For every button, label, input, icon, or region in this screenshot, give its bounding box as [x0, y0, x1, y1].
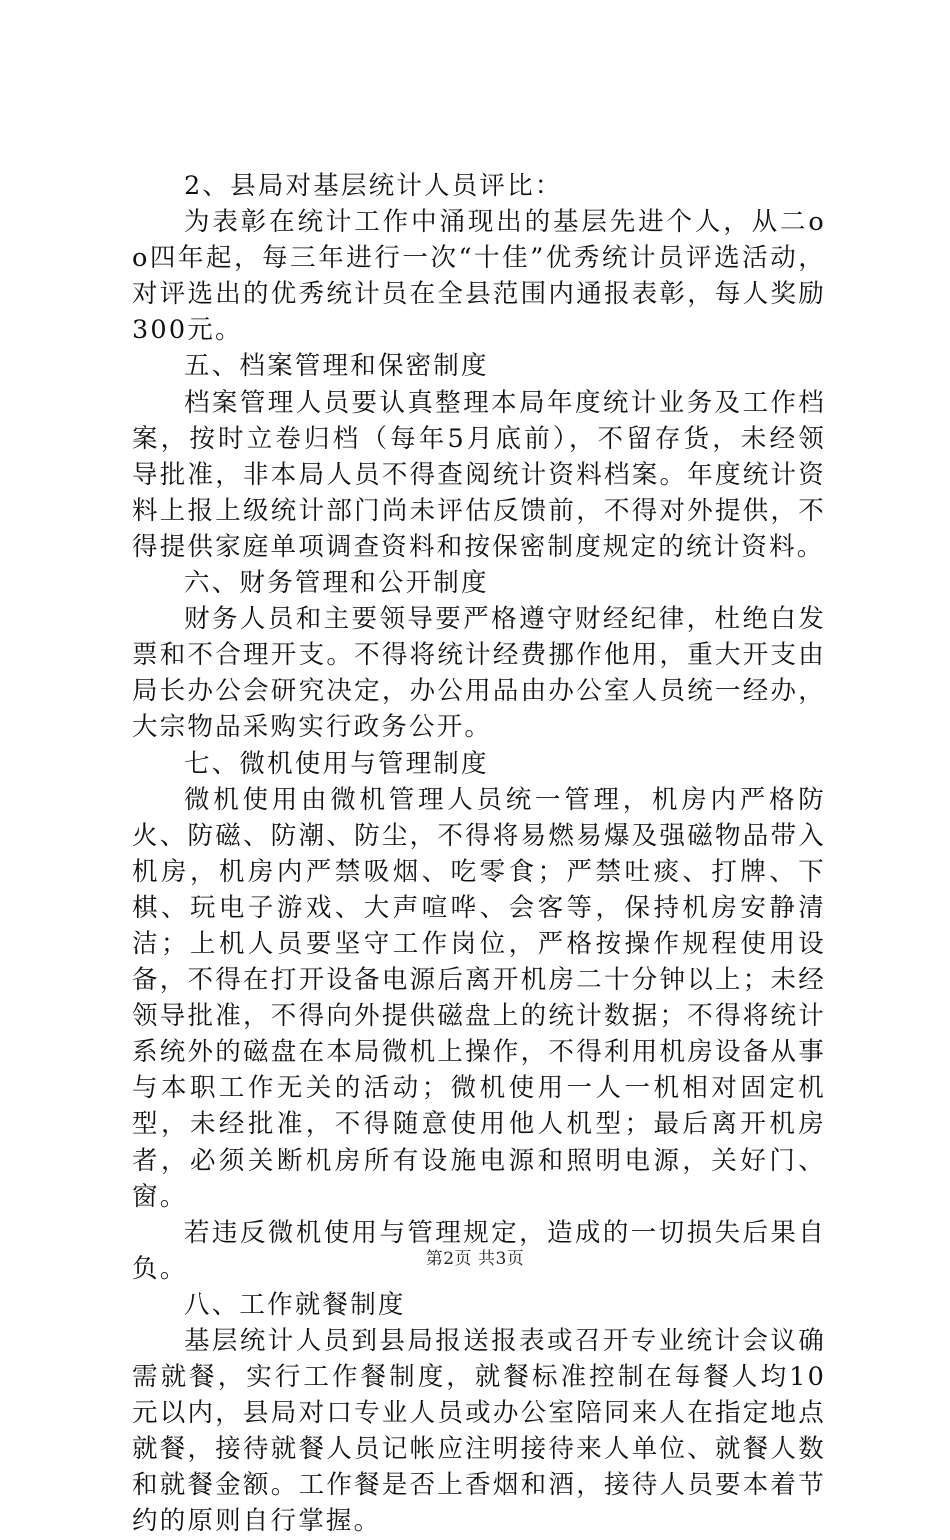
section-heading-archives: 五、档案管理和保密制度 — [184, 351, 489, 382]
paragraph-meals: 基层统计人员到县局报送报表或召开专业统计会议确需就餐，实行工作餐制度，就餐标准控制在每餐人均10元以内，县局对口专业人员或办公室陪同来人在指定地点就餐，接待就餐人员记帐应注明接待来人单位、就餐人数和就餐金额。工作餐是否上香烟和酒，接待人员要本着节约的原则自行掌握。 — [132, 1326, 826, 1537]
section-heading-meals: 八、工作就餐制度 — [184, 1289, 406, 1320]
paragraph-evaluation: 为表彰在统计工作中涌现出的基层先进个人，从二oo四年起，每三年进行一次“十佳”优秀统计员评选活动，对评选出的优秀统计员在全县范围内通报表彰，每人奖励300元。 — [132, 207, 826, 346]
section-heading-computer: 七、微机使用与管理制度 — [184, 748, 489, 779]
page-number-footer: 第2页 共3页 — [425, 1249, 525, 1269]
paragraph-archives: 档案管理人员要认真整理本局年度统计业务及工作档案，按时立卷归档（每年5月底前），不留存货，未经领导批准，非本局人员不得查阅统计资料档案。年度统计资料上报上级统计部门尚未评估反馈前，不得对外提供，不得提供家庭单项调查资料和按保密制度规定的统计资料。 — [132, 387, 826, 562]
paragraph-computer: 微机使用由微机管理人员统一管理，机房内严格防火、防磁、防潮、防尘，不得将易燃易爆及强磁物品带入机房，机房内严禁吸烟、吃零食；严禁吐痰、打牌、下棋、玩电子游戏、大声喧哗、会客等，保持机房安静清洁；上机人员要坚守工作岗位，严格按操作规程使用设备，不得在打开设备电源后离开机房二十分钟以上；未经领导批准，不得向外提供磁盘上的统计数据；不得将统计系统外的磁盘在本局微机上操作，不得利用机房设备从事与本职工作无关的活动；微机使用一人一机相对固定机型，未经批准，不得随意使用他人机型；最后离开机房者，必须关断机房所有设施电源和照明电源，关好门、窗。 — [132, 784, 826, 1212]
paragraph-computer-violation: 若违反微机使用与管理规定，造成的一切损失后果自负。 — [132, 1217, 826, 1284]
paragraph-finance: 财务人员和主要领导要严格遵守财经纪律，杜绝白发票和不合理开支。不得将统计经费挪作他用，重大开支由局长办公会研究决定，办公用品由办公室人员统一经办，大宗物品采购实行政务公开。 — [132, 604, 826, 743]
document-body — [132, 168, 826, 1540]
section-heading-finance: 六、财务管理和公开制度 — [184, 568, 489, 599]
section-heading-county-evaluation: 2、县局对基层统计人员评比： — [184, 171, 563, 201]
